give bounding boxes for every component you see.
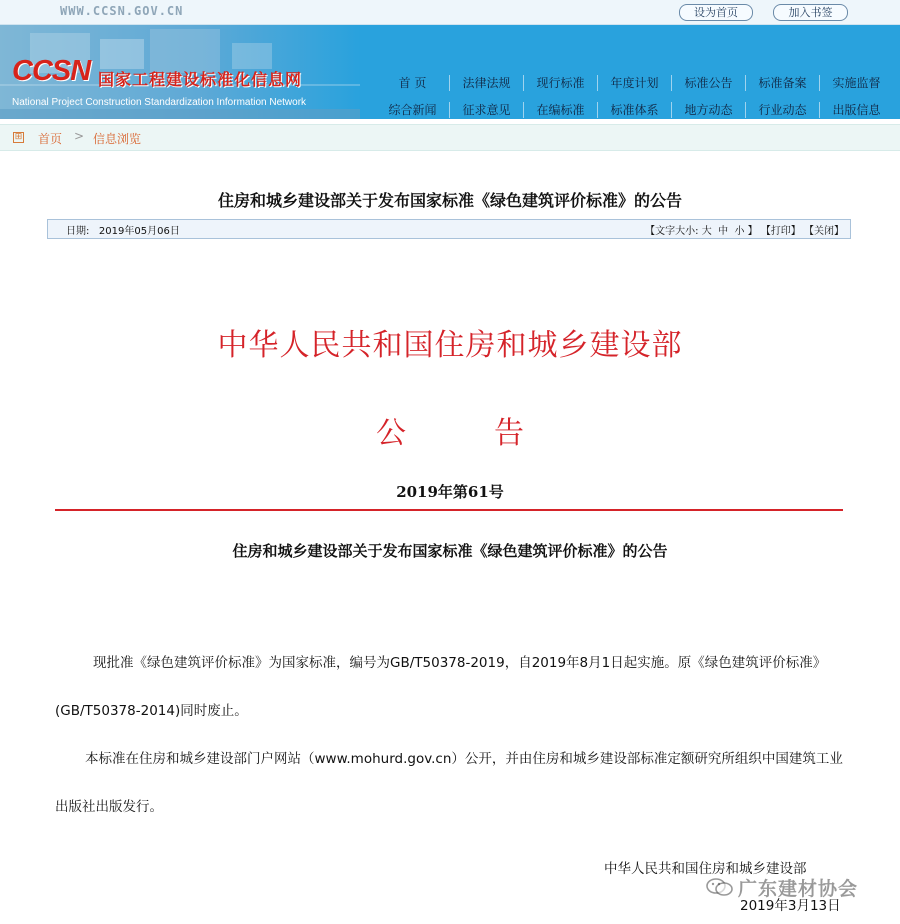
document-number: 2019年第61号	[396, 483, 504, 501]
font-size-large-link[interactable]: 大	[701, 226, 712, 237]
body-paragraph-1: 现批准《绿色建筑评价标准》为国家标准，编号为GB/T50378-2019，自2019年8月1日起实施。原《绿色建筑评价标准》(GB/T50378-2014)同时废止。	[55, 655, 827, 719]
article-title: 住房和城乡建设部关于发布国家标准《绿色建筑评价标准》的公告	[217, 191, 682, 210]
article-tools	[645, 222, 844, 237]
site-header	[0, 25, 900, 119]
body-paragraph-2: 本标准在住房和城乡建设部门户网站（www.mohurd.gov.cn）公开，并由住房和城乡建设部标准定额研究所组织中国建筑工业出版社出版发行。	[55, 751, 843, 815]
signature-date: 2019年3月13日	[740, 898, 841, 914]
nav-current-standards[interactable]: 现行标准	[523, 75, 597, 91]
print-link[interactable]: 【打印】	[760, 226, 801, 237]
nav-publications[interactable]: 出版信息	[819, 102, 893, 118]
issuer-heading: 中华人民共和国住房和城乡建设部	[217, 328, 683, 363]
nav-standard-system[interactable]: 标准体系	[597, 102, 671, 118]
home-icon: ⊞	[14, 132, 23, 142]
font-size-label: 【文字大小:	[645, 226, 699, 237]
font-size-medium-link[interactable]: 中	[718, 226, 729, 237]
nav-local-news[interactable]: 地方动态	[671, 102, 745, 118]
nav-annual-plan[interactable]: 年度计划	[597, 75, 671, 91]
date-value: 2019年05月06日	[98, 226, 180, 237]
nav-supervision[interactable]: 实施监督	[819, 75, 893, 91]
top-utility-bar	[0, 0, 900, 25]
nav-laws[interactable]: 法律法规	[449, 75, 523, 91]
font-size-small-link[interactable]: 小	[734, 226, 745, 237]
publish-date	[66, 222, 180, 237]
nav-drafting-standards[interactable]: 在编标准	[523, 102, 597, 118]
site-name-chinese: 国家工程建设标准化信息网	[98, 70, 303, 89]
red-divider	[55, 509, 843, 511]
chevron-right-icon: >	[74, 129, 85, 143]
date-label: 日期:	[66, 226, 90, 237]
close-link[interactable]: 【关闭】	[804, 226, 844, 237]
breadcrumb-home[interactable]: 首页	[38, 132, 63, 146]
signature-organization: 中华人民共和国住房和城乡建设部	[604, 861, 807, 877]
document-kind: 公告	[376, 416, 612, 451]
set-homepage-button[interactable]: 设为首页	[679, 4, 753, 21]
nav-home[interactable]: 首 页	[398, 76, 427, 90]
main-nav-row-2	[376, 102, 896, 118]
site-name-english: National Project Construction Standardization Information Network	[12, 97, 307, 108]
site-url: WWW.CCSN.GOV.CN	[60, 4, 184, 18]
font-size-bracket: 】	[747, 226, 758, 237]
nav-public-comments[interactable]: 征求意见	[449, 102, 523, 118]
breadcrumb-current[interactable]: 信息浏览	[93, 132, 142, 146]
breadcrumb	[0, 124, 900, 151]
wechat-watermark	[700, 872, 878, 900]
nav-standard-announcements[interactable]: 标准公告	[671, 75, 745, 91]
document-subtitle: 住房和城乡建设部关于发布国家标准《绿色建筑评价标准》的公告	[232, 542, 668, 560]
nav-industry-news[interactable]: 行业动态	[745, 102, 819, 118]
nav-general-news[interactable]: 综合新闻	[388, 103, 437, 117]
wechat-icon	[706, 877, 734, 897]
ccsn-logo[interactable]: CCSN	[12, 55, 91, 87]
watermark-text: 广东建材协会	[738, 878, 859, 900]
nav-standard-filing[interactable]: 标准备案	[745, 75, 819, 91]
main-nav-row-1	[376, 75, 896, 91]
article-info-bar	[47, 219, 851, 239]
add-bookmark-button[interactable]: 加入书签	[773, 4, 848, 21]
